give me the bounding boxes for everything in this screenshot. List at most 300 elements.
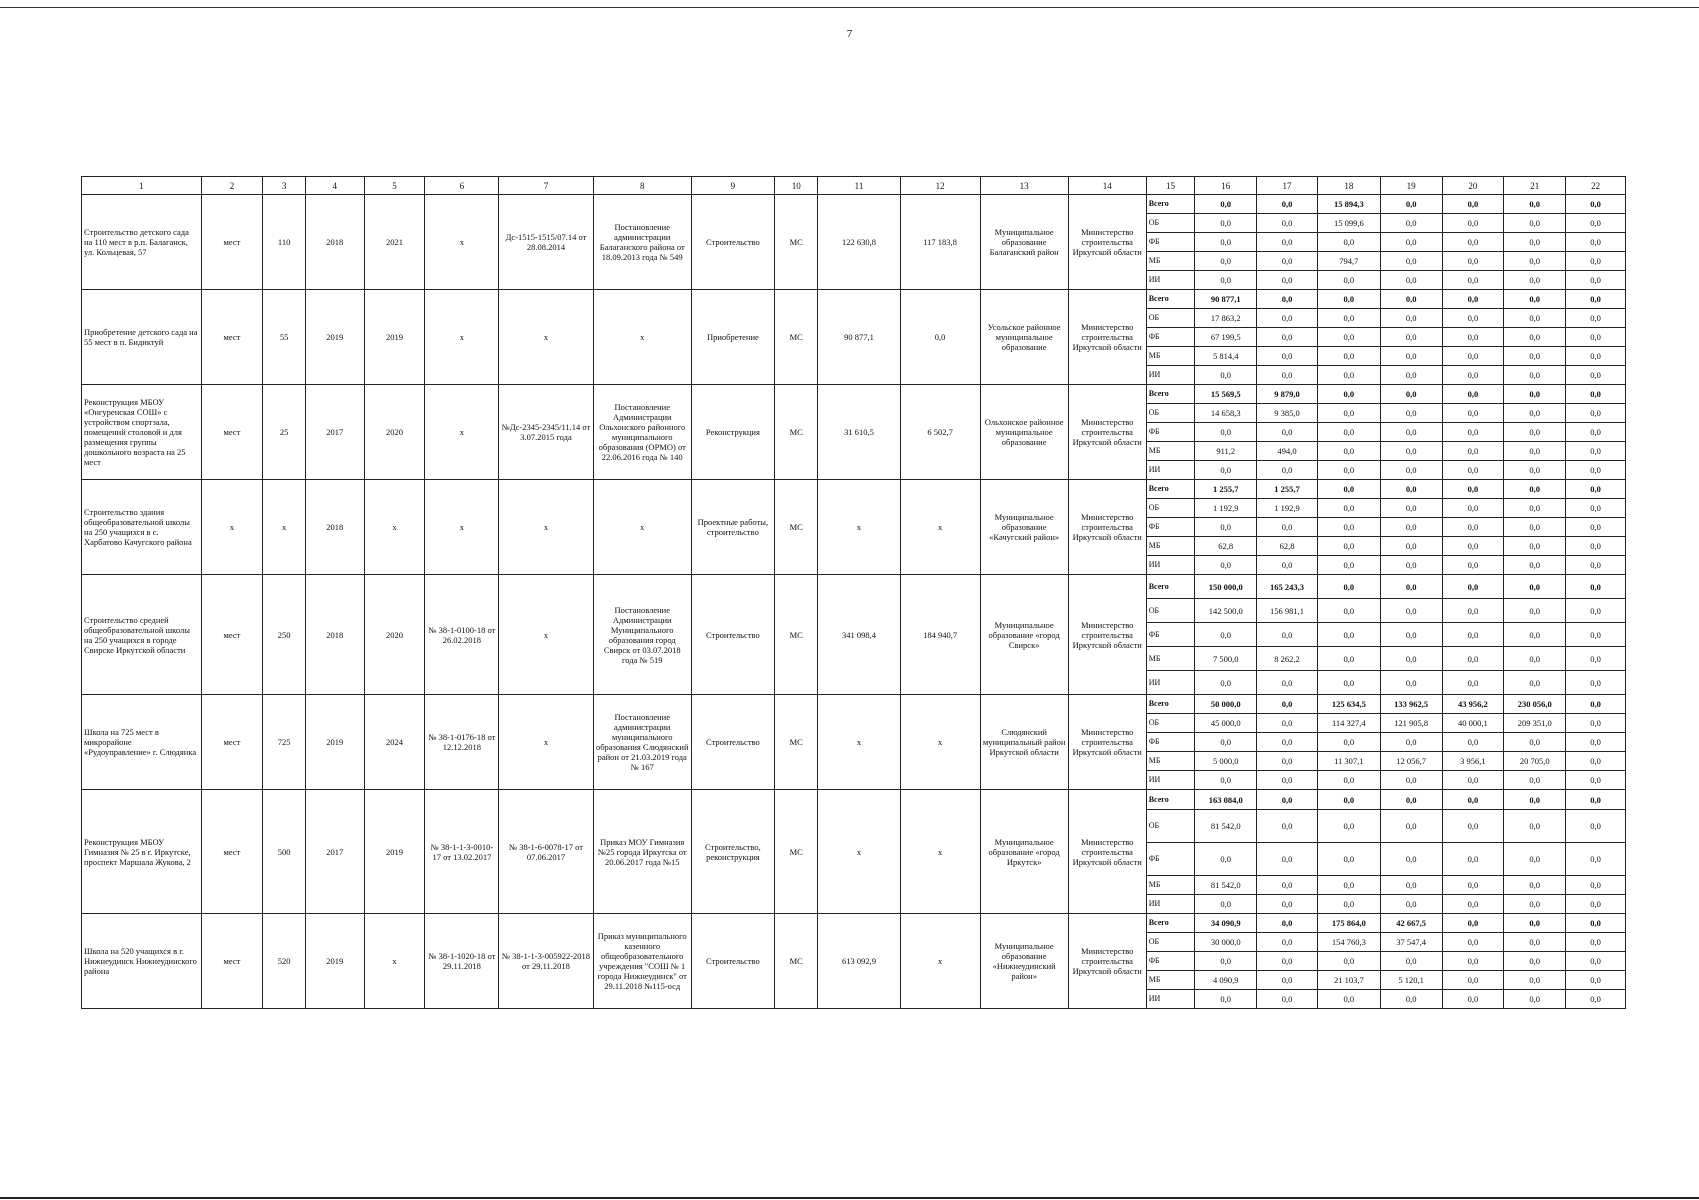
funding-value: 0,0 [1257, 366, 1318, 385]
funding-value: 20 705,0 [1504, 752, 1566, 771]
project-col-13: Муниципальное образование «город Иркутск» [980, 790, 1068, 914]
project-col-4: 2018 [305, 480, 364, 575]
funding-value: 0,0 [1504, 810, 1566, 843]
funding-value: 0,0 [1442, 914, 1504, 933]
funding-value: 0,0 [1380, 328, 1442, 347]
funding-value: 0,0 [1257, 752, 1318, 771]
funding-value: 0,0 [1566, 914, 1626, 933]
project-col-11: х [818, 695, 900, 790]
funding-value: 0,0 [1380, 385, 1442, 404]
project-col-5: 2024 [364, 695, 425, 790]
funding-value: 0,0 [1504, 442, 1566, 461]
funding-value: 0,0 [1566, 195, 1626, 214]
funding-value: 0,0 [1317, 895, 1380, 914]
project-col-7: № 38-1-1-3-005922-2018 от 29.11.2018 [499, 914, 593, 1009]
funding-value: 0,0 [1195, 952, 1257, 971]
funding-value: 0,0 [1566, 480, 1626, 499]
project-col-12: х [900, 790, 980, 914]
funding-value: 0,0 [1442, 895, 1504, 914]
funding-value: 0,0 [1566, 328, 1626, 347]
funding-value: 0,0 [1566, 623, 1626, 647]
project-col-12: 117 183,8 [900, 195, 980, 290]
project-col-14: Министерство строительства Иркутской области [1068, 195, 1146, 290]
funding-value: 156 981,1 [1257, 599, 1318, 623]
project-row [82, 195, 1626, 214]
funding-value: 133 962,5 [1380, 695, 1442, 714]
column-number-11: 11 [818, 177, 900, 195]
register-table [81, 176, 1626, 1009]
project-col-9: Реконструкция [691, 385, 774, 480]
project-col-4: 2019 [305, 290, 364, 385]
funding-value: 0,0 [1257, 271, 1318, 290]
project-col-9: Проектные работы, строительство [691, 480, 774, 575]
funding-source: ИИ [1146, 671, 1195, 695]
funding-value: 0,0 [1317, 366, 1380, 385]
funding-value: 0,0 [1504, 933, 1566, 952]
funding-value: 0,0 [1566, 404, 1626, 423]
project-col-13: Ольхонское районное муниципальное образование [980, 385, 1068, 480]
funding-value: 0,0 [1566, 290, 1626, 309]
project-col-9: Строительство [691, 695, 774, 790]
project-col-2: мест [201, 914, 263, 1009]
funding-value: 0,0 [1566, 366, 1626, 385]
funding-value: 0,0 [1442, 423, 1504, 442]
funding-value: 0,0 [1442, 537, 1504, 556]
funding-value: 12 056,7 [1380, 752, 1442, 771]
funding-value: 0,0 [1442, 556, 1504, 575]
funding-value: 125 634,5 [1317, 695, 1380, 714]
funding-source: ФБ [1146, 233, 1195, 252]
funding-value: 0,0 [1442, 971, 1504, 990]
funding-value: 0,0 [1195, 252, 1257, 271]
funding-value: 0,0 [1317, 480, 1380, 499]
funding-value: 794,7 [1317, 252, 1380, 271]
project-col-10: МС [774, 385, 818, 480]
project-col-7: № 38-1-6-0078-17 от 07.06.2017 [499, 790, 593, 914]
funding-value: 0,0 [1380, 252, 1442, 271]
funding-value: 165 243,3 [1257, 575, 1318, 599]
funding-value: 0,0 [1504, 623, 1566, 647]
funding-value: 0,0 [1566, 771, 1626, 790]
funding-value: 0,0 [1566, 423, 1626, 442]
funding-value: 0,0 [1317, 309, 1380, 328]
funding-value: 0,0 [1317, 810, 1380, 843]
header-row [82, 177, 1626, 195]
funding-value: 0,0 [1317, 518, 1380, 537]
funding-source: ОБ [1146, 599, 1195, 623]
project-col-14: Министерство строительства Иркутской области [1068, 575, 1146, 695]
project-col-12: 184 940,7 [900, 575, 980, 695]
funding-value: 5 814,4 [1195, 347, 1257, 366]
funding-value: 0,0 [1442, 385, 1504, 404]
project-col-7: х [499, 575, 593, 695]
funding-value: 0,0 [1504, 328, 1566, 347]
funding-value: 0,0 [1380, 404, 1442, 423]
funding-value: 15 099,6 [1317, 214, 1380, 233]
funding-value: 0,0 [1442, 214, 1504, 233]
funding-value: 0,0 [1317, 790, 1380, 810]
funding-value: 0,0 [1380, 271, 1442, 290]
column-number-6: 6 [425, 177, 499, 195]
funding-value: 0,0 [1566, 575, 1626, 599]
project-col-14: Министерство строительства Иркутской области [1068, 290, 1146, 385]
funding-source: Всего [1146, 195, 1195, 214]
funding-source: МБ [1146, 347, 1195, 366]
funding-source: Всего [1146, 480, 1195, 499]
funding-value: 37 547,4 [1380, 933, 1442, 952]
funding-value: 9 879,0 [1257, 385, 1318, 404]
project-row [82, 385, 1626, 404]
funding-value: 0,0 [1257, 423, 1318, 442]
column-number-14: 14 [1068, 177, 1146, 195]
funding-value: 4 090,9 [1195, 971, 1257, 990]
funding-value: 0,0 [1442, 461, 1504, 480]
funding-value: 0,0 [1442, 933, 1504, 952]
funding-value: 0,0 [1380, 599, 1442, 623]
funding-value: 175 864,0 [1317, 914, 1380, 933]
column-number-17: 17 [1257, 177, 1318, 195]
funding-value: 0,0 [1442, 518, 1504, 537]
funding-value: 0,0 [1317, 575, 1380, 599]
project-col-2: мест [201, 790, 263, 914]
funding-value: 0,0 [1566, 347, 1626, 366]
funding-value: 0,0 [1442, 290, 1504, 309]
funding-value: 0,0 [1380, 647, 1442, 671]
funding-value: 0,0 [1566, 385, 1626, 404]
funding-value: 0,0 [1380, 233, 1442, 252]
funding-value: 0,0 [1195, 623, 1257, 647]
project-col-11: 31 610,5 [818, 385, 900, 480]
project-col-13: Муниципальное образование Балаганский район [980, 195, 1068, 290]
project-col-11: 122 630,8 [818, 195, 900, 290]
funding-value: 0,0 [1257, 790, 1318, 810]
funding-value: 0,0 [1317, 271, 1380, 290]
column-number-13: 13 [980, 177, 1068, 195]
funding-value: 0,0 [1317, 537, 1380, 556]
project-col-8: х [593, 480, 691, 575]
funding-source: ИИ [1146, 366, 1195, 385]
funding-value: 0,0 [1566, 933, 1626, 952]
funding-value: 0,0 [1442, 499, 1504, 518]
funding-value: 0,0 [1257, 714, 1318, 733]
funding-value: 0,0 [1195, 990, 1257, 1009]
funding-value: 0,0 [1195, 518, 1257, 537]
funding-source: ФБ [1146, 328, 1195, 347]
funding-value: 0,0 [1195, 771, 1257, 790]
funding-value: 0,0 [1257, 290, 1318, 309]
project-col-2: х [201, 480, 263, 575]
funding-value: 0,0 [1442, 328, 1504, 347]
funding-value: 121 905,8 [1380, 714, 1442, 733]
funding-value: 8 262,2 [1257, 647, 1318, 671]
funding-value: 0,0 [1257, 461, 1318, 480]
project-col-12: х [900, 480, 980, 575]
project-col-4: 2018 [305, 195, 364, 290]
funding-value: 0,0 [1257, 214, 1318, 233]
funding-value: 0,0 [1257, 895, 1318, 914]
column-number-5: 5 [364, 177, 425, 195]
funding-value: 0,0 [1504, 556, 1566, 575]
register-table-body [82, 177, 1626, 1009]
funding-value: 0,0 [1566, 647, 1626, 671]
funding-value: 0,0 [1566, 952, 1626, 971]
funding-value: 0,0 [1257, 347, 1318, 366]
project-col-13: Усольское районное муниципальное образование [980, 290, 1068, 385]
funding-value: 30 000,0 [1195, 933, 1257, 952]
project-name: Школа на 520 учащихся в г. Нижнеудинск Нижнеудинского района [82, 914, 202, 1009]
funding-value: 0,0 [1566, 810, 1626, 843]
funding-source: Всего [1146, 385, 1195, 404]
project-col-12: х [900, 914, 980, 1009]
funding-value: 0,0 [1566, 733, 1626, 752]
project-col-14: Министерство строительства Иркутской области [1068, 385, 1146, 480]
funding-value: 0,0 [1442, 599, 1504, 623]
funding-value: 7 500,0 [1195, 647, 1257, 671]
funding-value: 0,0 [1504, 423, 1566, 442]
project-col-7: х [499, 695, 593, 790]
funding-value: 0,0 [1317, 461, 1380, 480]
funding-source: Всего [1146, 914, 1195, 933]
funding-value: 0,0 [1504, 233, 1566, 252]
project-col-5: 2021 [364, 195, 425, 290]
funding-value: 0,0 [1442, 843, 1504, 876]
funding-value: 14 658,3 [1195, 404, 1257, 423]
funding-value: 0,0 [1257, 952, 1318, 971]
funding-value: 0,0 [1504, 733, 1566, 752]
funding-value: 0,0 [1380, 423, 1442, 442]
funding-source: МБ [1146, 971, 1195, 990]
project-col-10: МС [774, 480, 818, 575]
funding-value: 5 000,0 [1195, 752, 1257, 771]
page-number: 7 [846, 28, 853, 40]
project-col-12: 0,0 [900, 290, 980, 385]
funding-value: 0,0 [1504, 575, 1566, 599]
funding-value: 0,0 [1380, 771, 1442, 790]
project-name: Школа на 725 мест в микрорайоне «Рудоуправление» г. Слюдянка [82, 695, 202, 790]
funding-source: ИИ [1146, 771, 1195, 790]
project-col-5: 2020 [364, 575, 425, 695]
funding-value: 0,0 [1380, 556, 1442, 575]
project-row [82, 695, 1626, 714]
funding-value: 0,0 [1566, 271, 1626, 290]
column-number-3: 3 [263, 177, 306, 195]
funding-value: 0,0 [1566, 895, 1626, 914]
funding-value: 43 956,2 [1442, 695, 1504, 714]
funding-source: ОБ [1146, 933, 1195, 952]
column-number-2: 2 [201, 177, 263, 195]
funding-value: 0,0 [1317, 347, 1380, 366]
funding-value: 0,0 [1317, 499, 1380, 518]
funding-value: 0,0 [1257, 328, 1318, 347]
funding-value: 0,0 [1317, 328, 1380, 347]
column-number-18: 18 [1317, 177, 1380, 195]
funding-value: 0,0 [1380, 214, 1442, 233]
funding-value: 0,0 [1380, 810, 1442, 843]
register-table-wrapper [81, 176, 1626, 1009]
funding-value: 0,0 [1195, 733, 1257, 752]
funding-value: 0,0 [1566, 252, 1626, 271]
funding-value: 0,0 [1442, 990, 1504, 1009]
funding-value: 0,0 [1317, 733, 1380, 752]
project-col-4: 2018 [305, 575, 364, 695]
project-name: Строительство здания общеобразовательной школы на 250 учащихся в с. Харбатово Качугского района [82, 480, 202, 575]
funding-value: 0,0 [1380, 499, 1442, 518]
funding-value: 0,0 [1195, 271, 1257, 290]
funding-value: 0,0 [1195, 895, 1257, 914]
funding-value: 15 894,3 [1317, 195, 1380, 214]
project-name: Строительство детского сада на 110 мест в р.п. Балаганск, ул. Кольцевая, 57 [82, 195, 202, 290]
funding-source: ФБ [1146, 843, 1195, 876]
project-col-5: 2020 [364, 385, 425, 480]
project-col-9: Строительство [691, 575, 774, 695]
funding-value: 0,0 [1504, 895, 1566, 914]
project-col-3: 500 [263, 790, 306, 914]
funding-value: 0,0 [1380, 876, 1442, 895]
funding-value: 0,0 [1504, 790, 1566, 810]
funding-source: Всего [1146, 290, 1195, 309]
column-number-19: 19 [1380, 177, 1442, 195]
project-col-11: х [818, 480, 900, 575]
funding-value: 1 255,7 [1195, 480, 1257, 499]
funding-value: 0,0 [1442, 733, 1504, 752]
funding-value: 0,0 [1504, 347, 1566, 366]
funding-value: 0,0 [1566, 599, 1626, 623]
funding-value: 163 084,0 [1195, 790, 1257, 810]
funding-source: ОБ [1146, 714, 1195, 733]
project-col-14: Министерство строительства Иркутской области [1068, 790, 1146, 914]
funding-value: 0,0 [1317, 423, 1380, 442]
project-name: Реконструкция МБОУ Гимназия № 25 в г. Иркутске, проспект Маршала Жукова, 2 [82, 790, 202, 914]
bottom-scan-rule [0, 1197, 1699, 1199]
funding-value: 1 192,9 [1257, 499, 1318, 518]
funding-value: 0,0 [1195, 214, 1257, 233]
funding-value: 0,0 [1566, 518, 1626, 537]
column-number-1: 1 [82, 177, 202, 195]
funding-source: ОБ [1146, 309, 1195, 328]
funding-value: 0,0 [1566, 537, 1626, 556]
funding-value: 0,0 [1442, 876, 1504, 895]
project-row [82, 480, 1626, 499]
funding-value: 67 199,5 [1195, 328, 1257, 347]
project-col-8: Приказ муниципального казенного общеобразовательного учреждения "СОШ № 1 города Нижнеудинск" от 29.11.2018 №115-осд [593, 914, 691, 1009]
project-col-9: Строительство [691, 195, 774, 290]
funding-value: 0,0 [1504, 647, 1566, 671]
funding-value: 0,0 [1504, 876, 1566, 895]
funding-value: 0,0 [1442, 952, 1504, 971]
project-col-3: 25 [263, 385, 306, 480]
funding-source: ИИ [1146, 556, 1195, 575]
funding-source: МБ [1146, 252, 1195, 271]
funding-value: 0,0 [1442, 575, 1504, 599]
column-number-9: 9 [691, 177, 774, 195]
funding-value: 0,0 [1380, 895, 1442, 914]
funding-value: 0,0 [1380, 790, 1442, 810]
project-col-14: Министерство строительства Иркутской области [1068, 480, 1146, 575]
column-number-21: 21 [1504, 177, 1566, 195]
funding-source: ФБ [1146, 733, 1195, 752]
funding-source: ИИ [1146, 990, 1195, 1009]
funding-value: 0,0 [1566, 499, 1626, 518]
funding-value: 0,0 [1380, 843, 1442, 876]
project-row [82, 790, 1626, 810]
funding-value: 150 000,0 [1195, 575, 1257, 599]
funding-value: 81 542,0 [1195, 876, 1257, 895]
funding-value: 0,0 [1257, 971, 1318, 990]
project-col-6: № 38-1-1-3-0010-17 от 13.02.2017 [425, 790, 499, 914]
funding-value: 0,0 [1504, 461, 1566, 480]
funding-source: ФБ [1146, 518, 1195, 537]
funding-value: 0,0 [1257, 933, 1318, 952]
funding-value: 0,0 [1504, 195, 1566, 214]
funding-value: 0,0 [1380, 461, 1442, 480]
funding-value: 15 569,5 [1195, 385, 1257, 404]
project-col-8: Постановление администрации муниципального образования Слюдянский район от 21.03.2019 года № 167 [593, 695, 691, 790]
project-col-5: 2019 [364, 790, 425, 914]
funding-value: 0,0 [1257, 518, 1318, 537]
project-col-6: № 38-1-0176-18 от 12.12.2018 [425, 695, 499, 790]
funding-value: 0,0 [1566, 309, 1626, 328]
funding-value: 0,0 [1380, 366, 1442, 385]
funding-value: 0,0 [1566, 695, 1626, 714]
funding-value: 0,0 [1504, 843, 1566, 876]
funding-value: 0,0 [1380, 347, 1442, 366]
funding-value: 0,0 [1317, 647, 1380, 671]
project-col-11: х [818, 790, 900, 914]
funding-value: 0,0 [1504, 518, 1566, 537]
funding-value: 0,0 [1380, 442, 1442, 461]
funding-value: 81 542,0 [1195, 810, 1257, 843]
funding-value: 0,0 [1380, 537, 1442, 556]
funding-value: 0,0 [1380, 952, 1442, 971]
project-col-8: Постановление Администрации Муниципального образования город Свирск от 03.07.2018 года № 519 [593, 575, 691, 695]
funding-value: 0,0 [1257, 671, 1318, 695]
project-row [82, 914, 1626, 933]
funding-value: 0,0 [1317, 771, 1380, 790]
funding-value: 0,0 [1317, 843, 1380, 876]
project-col-9: Строительство, реконструкция [691, 790, 774, 914]
project-col-6: х [425, 195, 499, 290]
project-col-7: №Дс-2345-2345/11.14 от 3.07.2015 года [499, 385, 593, 480]
funding-value: 0,0 [1257, 771, 1318, 790]
funding-value: 0,0 [1380, 309, 1442, 328]
funding-source: Всего [1146, 575, 1195, 599]
funding-value: 0,0 [1257, 252, 1318, 271]
funding-value: 0,0 [1380, 480, 1442, 499]
funding-value: 0,0 [1195, 423, 1257, 442]
project-col-2: мест [201, 385, 263, 480]
funding-value: 0,0 [1257, 914, 1318, 933]
funding-value: 0,0 [1504, 366, 1566, 385]
funding-source: Всего [1146, 695, 1195, 714]
funding-value: 0,0 [1504, 480, 1566, 499]
project-col-5: х [364, 480, 425, 575]
funding-value: 0,0 [1195, 671, 1257, 695]
project-col-2: мест [201, 695, 263, 790]
funding-value: 0,0 [1317, 952, 1380, 971]
project-col-10: МС [774, 790, 818, 914]
funding-value: 0,0 [1566, 876, 1626, 895]
funding-value: 0,0 [1566, 442, 1626, 461]
project-col-3: 110 [263, 195, 306, 290]
project-col-14: Министерство строительства Иркутской области [1068, 914, 1146, 1009]
funding-value: 0,0 [1195, 843, 1257, 876]
funding-value: 0,0 [1380, 623, 1442, 647]
funding-value: 0,0 [1257, 876, 1318, 895]
funding-value: 0,0 [1504, 952, 1566, 971]
funding-value: 0,0 [1504, 537, 1566, 556]
project-col-6: х [425, 480, 499, 575]
funding-value: 34 090,9 [1195, 914, 1257, 933]
